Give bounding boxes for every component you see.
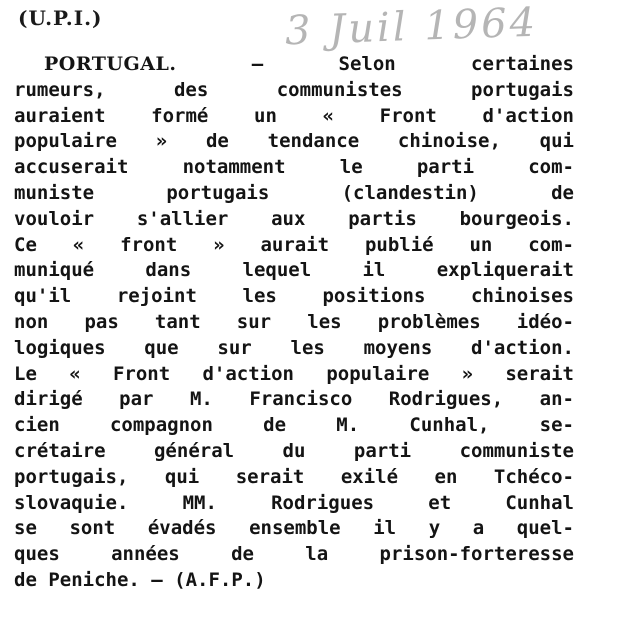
article-line: ques années de la prison-forteresse [14,543,574,566]
article-line: muniqué dans lequel il expliquerait [14,259,574,282]
article-line: de Peniche. — (A.F.P.) [14,568,266,591]
article-line: vouloir s'allier aux partis bourgeois. [14,207,574,230]
article-line [14,52,574,78]
article-line: accuserait notamment le parti com- [14,156,574,179]
article-line: crétaire général du parti communiste [14,439,574,462]
article-line: qu'il rejoint les positions chinoises [14,285,574,308]
article-line: non pas tant sur les problèmes idéo- [14,310,574,333]
article-line: auraient formé un « Front d'action [14,104,574,127]
article-line: rumeurs, des communistes portugais [14,78,574,101]
article-line: se sont évadés ensemble il y a quel- [14,517,574,540]
article-line: portugais, qui serait exilé en Tchéco- [14,465,574,488]
agency-credit: (U.P.I.) [18,6,103,30]
handwritten-date-stamp: 3 Juil 1964 [284,0,539,55]
article-line: slovaquie. MM. Rodrigues et Cunhal [14,491,574,514]
article-body [14,52,574,594]
article-line: populaire » de tendance chinoise, qui [14,130,574,153]
article-line: cien compagnon de M. Cunhal, se- [14,414,574,437]
article-line: Ce « front » aurait publié un com- [14,233,574,256]
article-line: dirigé par M. Francisco Rodrigues, an- [14,388,574,411]
article-lead: PORTUGAL. [44,53,177,75]
article-line: Le « Front d'action populaire » serait [14,362,574,385]
article-line: logiques que sur les moyens d'action. [14,336,574,359]
article-line: muniste portugais (clandestin) de [14,181,574,204]
article-line-text: — Selon certaines [176,53,574,75]
